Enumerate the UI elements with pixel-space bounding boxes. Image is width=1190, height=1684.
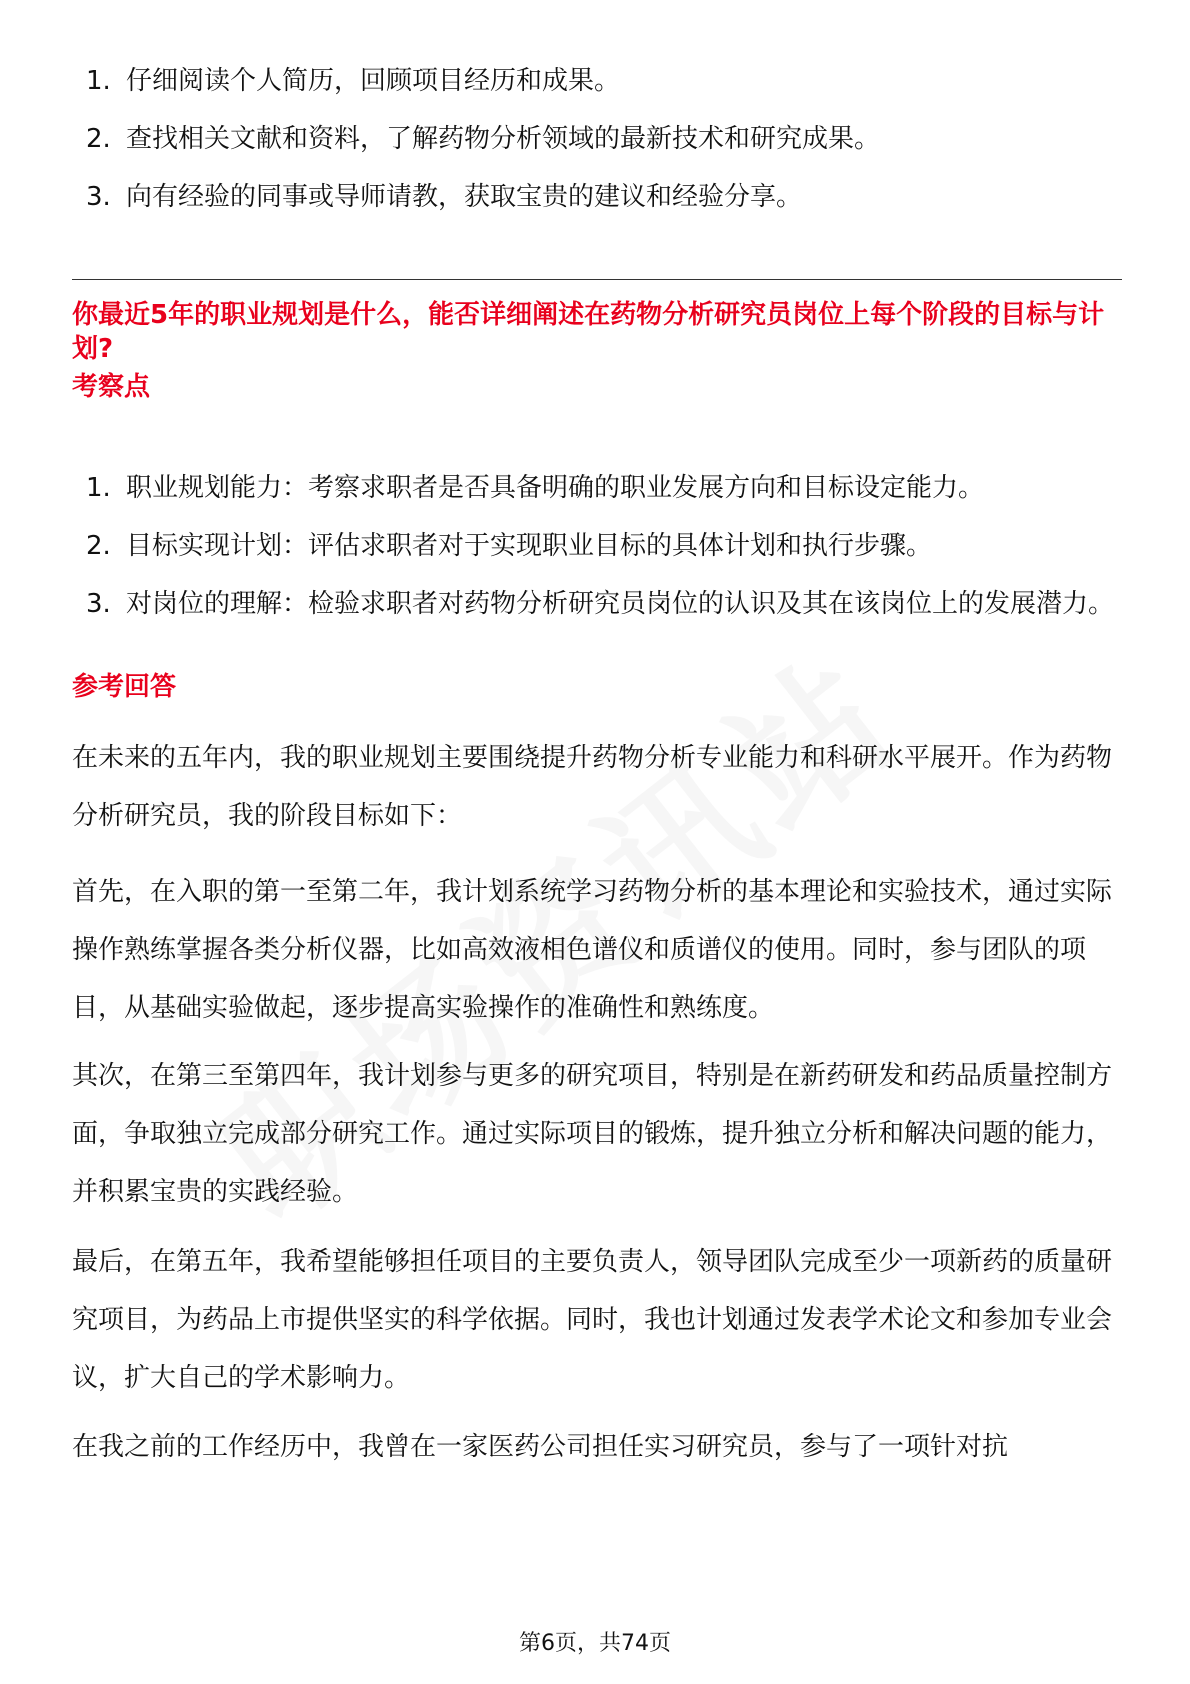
list-text: 职业规划能力：考察求职者是否具备明确的职业发展方向和目标设定能力。	[126, 473, 985, 503]
list-text: 向有经验的同事或导师请教，获取宝贵的建议和经验分享。	[126, 182, 803, 212]
list-item	[72, 575, 1122, 633]
preparation-list	[72, 52, 1122, 226]
answer-paragraph: 最后，在第五年，我希望能够担任项目的主要负责人，领导团队完成至少一项新药的质量研究项目，为药品上市提供坚实的科学依据。同时，我也计划通过发表学术论文和参加专业会议，扩大自己的学术影响力。	[72, 1247, 1113, 1393]
list-text: 仔细阅读个人简历，回顾项目经历和成果。	[126, 66, 621, 96]
answer-paragraph: 其次，在第三至第四年，我计划参与更多的研究项目，特别是在新药研发和药品质量控制方面，争取独立完成部分研究工作。通过实际项目的锻炼，提升独立分析和解决问题的能力，并积累宝贵的实践经验。	[72, 1061, 1113, 1207]
answer-paragraph: 在我之前的工作经历中，我曾在一家医药公司担任实习研究员，参与了一项针对抗	[72, 1432, 1009, 1462]
list-item	[72, 517, 1122, 575]
answer-heading: 参考回答	[72, 672, 177, 702]
list-text: 目标实现计划：评估求职者对于实现职业目标的具体计划和执行步骤。	[126, 531, 933, 561]
list-number: 3.	[86, 589, 111, 619]
answer-paragraph: 首先，在入职的第一至第二年，我计划系统学习药物分析的基本理论和实验技术，通过实际操作熟练掌握各类分析仪器，比如高效液相色谱仪和质谱仪的使用。同时，参与团队的项目，从基础实验做起，逐步提高实验操作的准确性和熟练度。	[72, 877, 1113, 1023]
list-number: 3.	[86, 182, 111, 212]
list-item	[72, 110, 1122, 168]
list-number: 2.	[86, 124, 111, 154]
section-divider	[72, 279, 1122, 280]
list-number: 1.	[86, 66, 111, 96]
list-item	[72, 168, 1122, 226]
list-number: 1.	[86, 473, 111, 503]
focus-list	[72, 459, 1122, 633]
list-text: 对岗位的理解：检验求职者对药物分析研究员岗位的认识及其在该岗位上的发展潜力。	[126, 589, 1115, 619]
list-number: 2.	[86, 531, 111, 561]
interview-question: 你最近5年的职业规划是什么，能否详细阐述在药物分析研究员岗位上每个阶段的目标与计划?	[72, 300, 1105, 364]
list-item	[72, 459, 1122, 517]
page-number: 第6页，共74页	[519, 1631, 671, 1656]
focus-heading: 考察点	[72, 372, 151, 402]
answer-paragraph: 在未来的五年内，我的职业规划主要围绕提升药物分析专业能力和科研水平展开。作为药物分析研究员，我的阶段目标如下：	[72, 743, 1113, 831]
list-item	[72, 52, 1122, 110]
list-text: 查找相关文献和资料，了解药物分析领域的最新技术和研究成果。	[126, 124, 881, 154]
